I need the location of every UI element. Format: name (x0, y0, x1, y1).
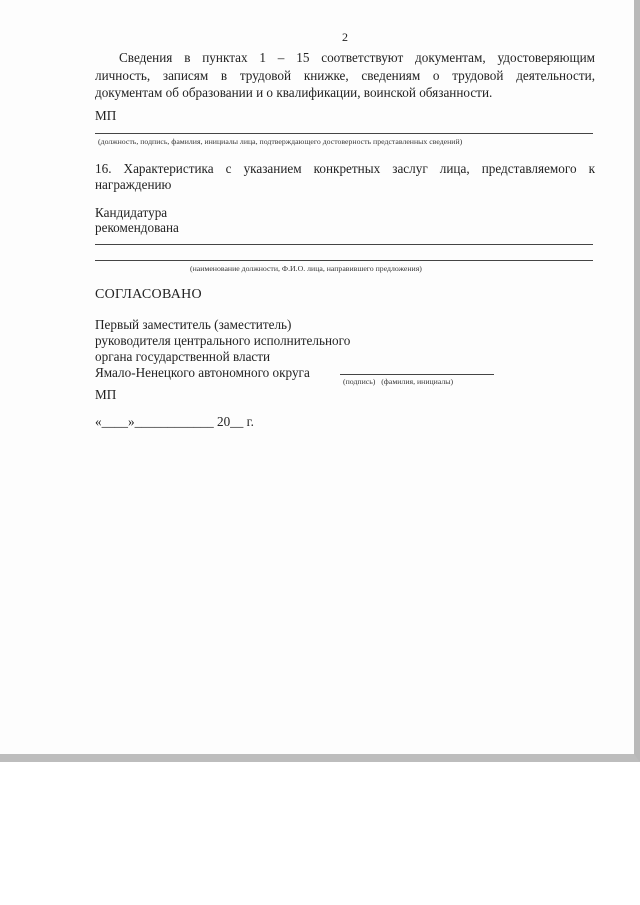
candidacy-fill-line (95, 244, 593, 245)
signature-fill-line (340, 374, 494, 375)
signer-line: органа государственной власти (95, 349, 271, 364)
page-number: 2 (342, 30, 348, 44)
agreed-heading: СОГЛАСОВАНО (95, 287, 202, 302)
sender-fill-line (95, 260, 593, 261)
verification-paragraph (95, 49, 595, 102)
item-16-heading (95, 161, 595, 193)
signer-line: Первый заместитель (заместитель) (95, 317, 292, 332)
candidacy-line: рекомендована (95, 220, 179, 235)
candidacy-label (95, 205, 179, 235)
candidacy-line: Кандидатура (95, 205, 168, 220)
paragraph-line: документам об образовании и о квалификации, воинской обязанности. (95, 85, 493, 100)
paragraph-line: Сведения в пунктах 1 – 15 соответствуют документам, удостоверяющим (119, 50, 595, 65)
date-fill-line: «____»____________ 20__ г. (95, 414, 254, 429)
stamp-place-label-2: МП (95, 387, 117, 402)
stamp-place-label: МП (95, 108, 117, 123)
caption-verifier: (должность, подпись, фамилия, инициалы лица, подтверждающего достоверность представленных сведений) (98, 137, 463, 146)
item-16-line: 16. Характеристика с указанием конкретных заслуг лица, представляемого к (95, 161, 595, 176)
signer-line: руководителя центрального исполнительного (95, 333, 351, 348)
signer-line: Ямало-Ненецкого автономного округа (95, 365, 310, 380)
caption-sender: (наименование должности, Ф.И.О. лица, направившего предложения) (190, 264, 422, 273)
caption-signature: (подпись) (фамилия, инициалы) (343, 377, 454, 386)
signer-title (95, 317, 350, 381)
item-16-line: награждению (95, 177, 172, 192)
signature-line-verifier (95, 133, 593, 134)
paragraph-line: личность, записям в трудовой книжке, сведениям о трудовой деятельности, (95, 67, 595, 83)
